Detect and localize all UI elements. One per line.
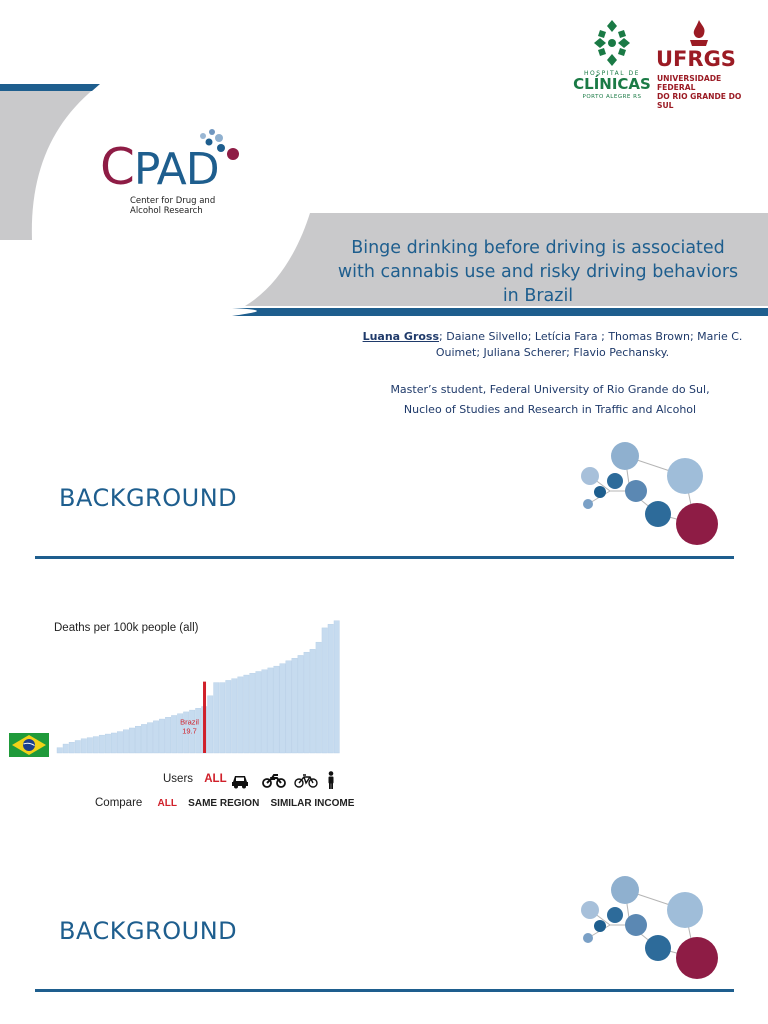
compare-filter-row bbox=[95, 797, 354, 809]
chart-bar bbox=[292, 658, 297, 753]
hcpa-line3: PORTO ALEGRE RS bbox=[582, 94, 642, 100]
chart-bar bbox=[250, 673, 255, 753]
chart-bar bbox=[322, 628, 327, 753]
compare-all-button[interactable]: ALL bbox=[157, 798, 177, 809]
affiliation: Master’s student, Federal University of Rio Grande do Sul, Nucleo of Studies and Research in Traffic and Alcohol bbox=[390, 383, 710, 416]
poster-title: Binge drinking before driving is associated with cannabis use and risky driving behaviors in Brazil bbox=[337, 238, 739, 306]
hcpa-logo bbox=[572, 18, 652, 98]
chart-bar bbox=[147, 723, 152, 753]
chart-bar bbox=[304, 652, 309, 753]
compare-label: Compare bbox=[95, 797, 143, 809]
hcpa-line2: CLÍNICAS bbox=[573, 75, 651, 93]
deaths-chart bbox=[0, 600, 380, 825]
chart-bar bbox=[298, 655, 303, 753]
chart-bar bbox=[316, 642, 321, 753]
motorcycle-icon[interactable] bbox=[263, 775, 285, 787]
chart-bar bbox=[57, 748, 62, 753]
compare-same-region-button[interactable]: SAME REGION bbox=[188, 798, 260, 809]
cpad-logo bbox=[100, 128, 250, 223]
chart-bar bbox=[63, 744, 68, 753]
brazil-flag-icon bbox=[9, 733, 49, 757]
brazil-label: Brazil bbox=[180, 717, 199, 727]
first-author: Luana Gross bbox=[362, 330, 440, 343]
chart-bar bbox=[214, 683, 219, 753]
chart-bar bbox=[280, 664, 285, 753]
chart-bar bbox=[87, 738, 92, 753]
chart-bar bbox=[105, 734, 110, 753]
chart-bar bbox=[141, 724, 146, 753]
users-filter-row bbox=[163, 773, 227, 785]
chart-bar bbox=[111, 733, 116, 753]
author-list: Luana Gross; Daiane Silvello; Letícia Fara ; Thomas Brown; Marie C. Ouimet; Juliana Scherer; Flavio Pechansky. bbox=[362, 330, 743, 359]
molecule-decoration-icon bbox=[570, 436, 725, 548]
chart-bar bbox=[268, 668, 273, 753]
section-divider-1 bbox=[35, 556, 734, 559]
chart-bar bbox=[274, 666, 279, 753]
chart-bar bbox=[93, 737, 98, 753]
chart-bar bbox=[171, 715, 176, 753]
hcpa-line1: HOSPITAL DE bbox=[584, 70, 640, 77]
chart-bar bbox=[310, 649, 315, 753]
brazil-value: 19.7 bbox=[182, 726, 197, 736]
chart-bar bbox=[117, 732, 122, 753]
chart-bar bbox=[99, 735, 104, 753]
bicycle-icon[interactable] bbox=[295, 775, 317, 787]
chart-bar bbox=[226, 680, 231, 753]
chart-bar bbox=[153, 721, 158, 753]
chart-bar bbox=[232, 679, 237, 753]
chart-bar bbox=[220, 683, 225, 753]
chart-bar bbox=[159, 719, 164, 753]
chart-bar bbox=[81, 739, 86, 753]
ufrgs-name: UFRGS bbox=[656, 47, 736, 71]
chart-bar bbox=[165, 717, 170, 753]
chart-bar bbox=[208, 696, 213, 753]
flame-icon bbox=[686, 18, 712, 48]
chart-bar bbox=[328, 624, 333, 753]
cpad-subtitle: Center for Drug and Alcohol Research bbox=[130, 196, 216, 216]
hcpa-emblem-icon bbox=[590, 18, 634, 68]
compare-similar-income-button[interactable]: SIMILAR INCOME bbox=[270, 798, 355, 809]
users-label: Users bbox=[163, 773, 194, 785]
section-heading-1: BACKGROUND bbox=[59, 484, 238, 512]
cpad-wordmark: CPAD bbox=[100, 138, 219, 196]
chart-bar bbox=[123, 730, 128, 753]
ufrgs-fullname: UNIVERSIDADE FEDERAL DO RIO GRANDE DO SUL bbox=[657, 74, 742, 110]
chart-bar bbox=[129, 728, 134, 753]
chart-title: Deaths per 100k people (all) bbox=[54, 622, 199, 634]
chart-bar bbox=[244, 675, 249, 753]
user-type-icons bbox=[230, 770, 350, 790]
ufrgs-logo bbox=[654, 18, 754, 110]
section-divider-2 bbox=[35, 989, 734, 992]
section-heading-2: BACKGROUND bbox=[59, 917, 238, 945]
molecule-decoration-icon bbox=[570, 870, 725, 982]
car-icon[interactable] bbox=[232, 776, 248, 789]
users-all-button[interactable]: ALL bbox=[204, 773, 227, 785]
pedestrian-icon[interactable] bbox=[329, 771, 334, 789]
chart-bar bbox=[262, 670, 267, 753]
chart-bar bbox=[334, 621, 339, 753]
chart-bar bbox=[75, 740, 80, 753]
bar-chart bbox=[0, 600, 380, 765]
chart-bar bbox=[238, 677, 243, 753]
chart-bar bbox=[135, 726, 140, 753]
chart-bar bbox=[286, 661, 291, 753]
chart-bar bbox=[256, 671, 261, 753]
chart-bar bbox=[69, 742, 74, 753]
